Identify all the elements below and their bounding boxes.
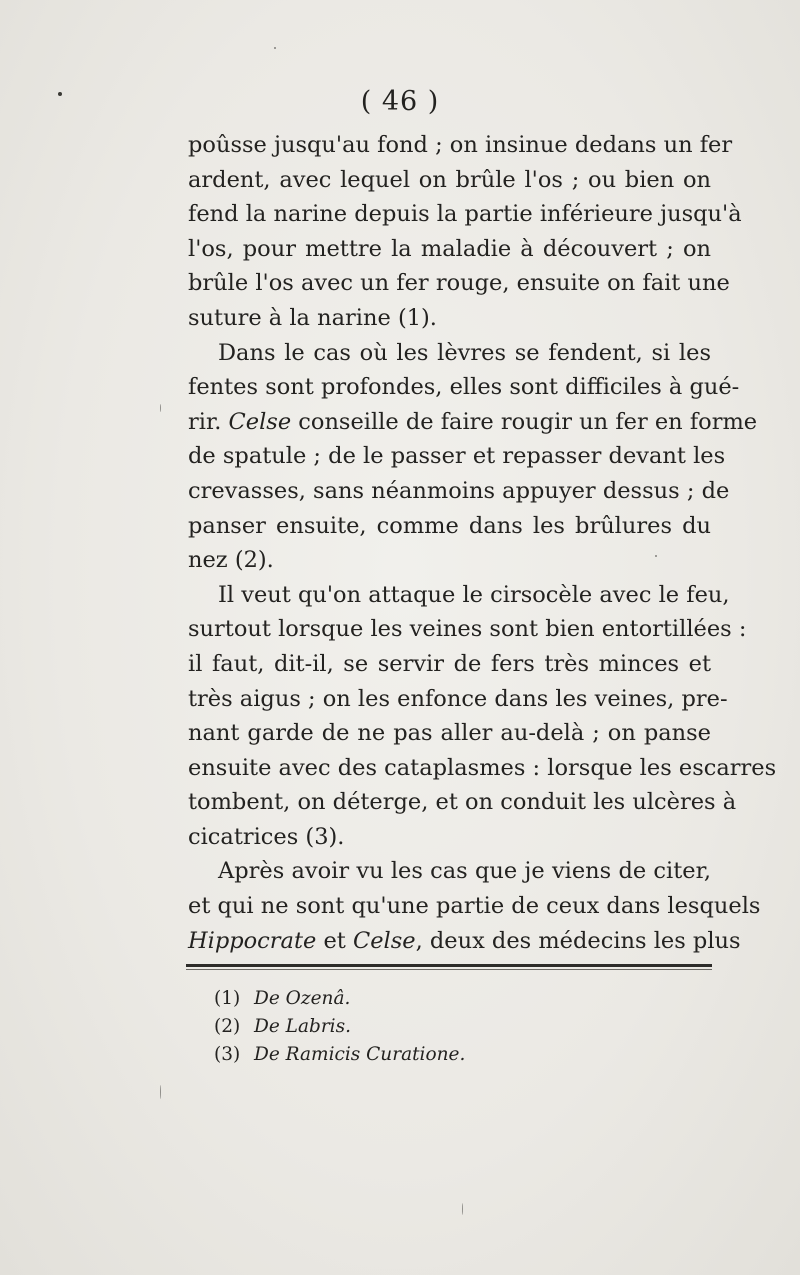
text-line: très aigus ; on les enfonce dans les veines, pre- <box>188 685 728 712</box>
paper-speck <box>160 404 161 412</box>
text-line: fend la narine depuis la partie inférieure jusqu'à <box>188 201 742 228</box>
text-line: crevasses, sans néanmoins appuyer dessus ; de <box>188 477 730 504</box>
paper-speck <box>58 92 62 96</box>
footnote <box>214 1041 694 1069</box>
footnote-mark: (1) <box>214 988 241 1009</box>
text-run: , deux des médecins les plus <box>415 927 741 954</box>
paper-speck <box>160 1085 161 1099</box>
footnote-reference: De Ramicis Curatione. <box>254 1044 466 1065</box>
text-line: Dans le cas où les lèvres se fendent, si les <box>218 339 711 366</box>
text-line: Après avoir vu les cas que je viens de citer, <box>218 858 711 885</box>
text-line: nant garde de ne pas aller au-delà ; on panse <box>188 720 711 747</box>
text-line: ensuite avec des cataplasmes : lorsque les escarres <box>188 754 777 781</box>
text-line: poûsse jusqu'au fond ; on insinue dedans un fer <box>188 132 733 158</box>
text-line <box>188 924 741 959</box>
footnote-mark: (2) <box>214 1016 241 1037</box>
footnote-mark: (3) <box>214 1044 241 1065</box>
footnote-reference: De Labris. <box>254 1016 351 1037</box>
footnote <box>214 1013 694 1041</box>
text-line: cicatrices (3). <box>188 823 345 850</box>
author-name: Hippocrate <box>188 927 317 954</box>
text-line: nez (2). <box>188 547 274 574</box>
footnote-divider <box>186 964 712 967</box>
text-run: conseille de faire rougir un fer en forme <box>291 408 758 435</box>
text-line: surtout lorsque les veines sont bien entortillées : <box>188 616 747 643</box>
author-name: Celse <box>228 408 292 435</box>
text-line: l'os, pour mettre la maladie à découvert ; on <box>188 235 711 262</box>
text-line: tombent, on déterge, et on conduit les ulcères à <box>188 789 737 816</box>
text-line: il faut, dit-il, se servir de fers très minces et <box>188 650 711 677</box>
text-line: panser ensuite, comme dans les brûlures du <box>188 512 711 539</box>
page-number: ( 46 ) <box>360 86 440 117</box>
text-run: rir. <box>188 408 229 435</box>
text-line: Il veut qu'on attaque le cirsocèle avec le feu, <box>218 581 730 608</box>
footnote-divider-thin <box>186 969 712 970</box>
text-line: de spatule ; de le passer et repasser devant les <box>188 443 726 470</box>
footnote <box>214 985 694 1013</box>
paper-speck <box>655 555 657 557</box>
body-text <box>188 128 777 958</box>
text-line: brûle l'os avec un fer rouge, ensuite on fait une <box>188 270 730 297</box>
text-run: et <box>316 927 353 954</box>
paper-speck <box>462 1203 463 1215</box>
text-line <box>188 405 758 440</box>
text-line: suture à la narine (1). <box>188 304 437 331</box>
text-line: fentes sont profondes, elles sont difficiles à gué- <box>188 374 740 401</box>
text-line: et qui ne sont qu'une partie de ceux dans lesquels <box>188 893 761 920</box>
author-name: Celse <box>352 927 416 954</box>
footnote-reference: De Ozenâ. <box>254 988 351 1009</box>
paper-speck <box>274 47 276 49</box>
text-line: ardent, avec lequel on brûle l'os ; ou bien on <box>188 166 711 193</box>
footnotes <box>214 985 694 1069</box>
